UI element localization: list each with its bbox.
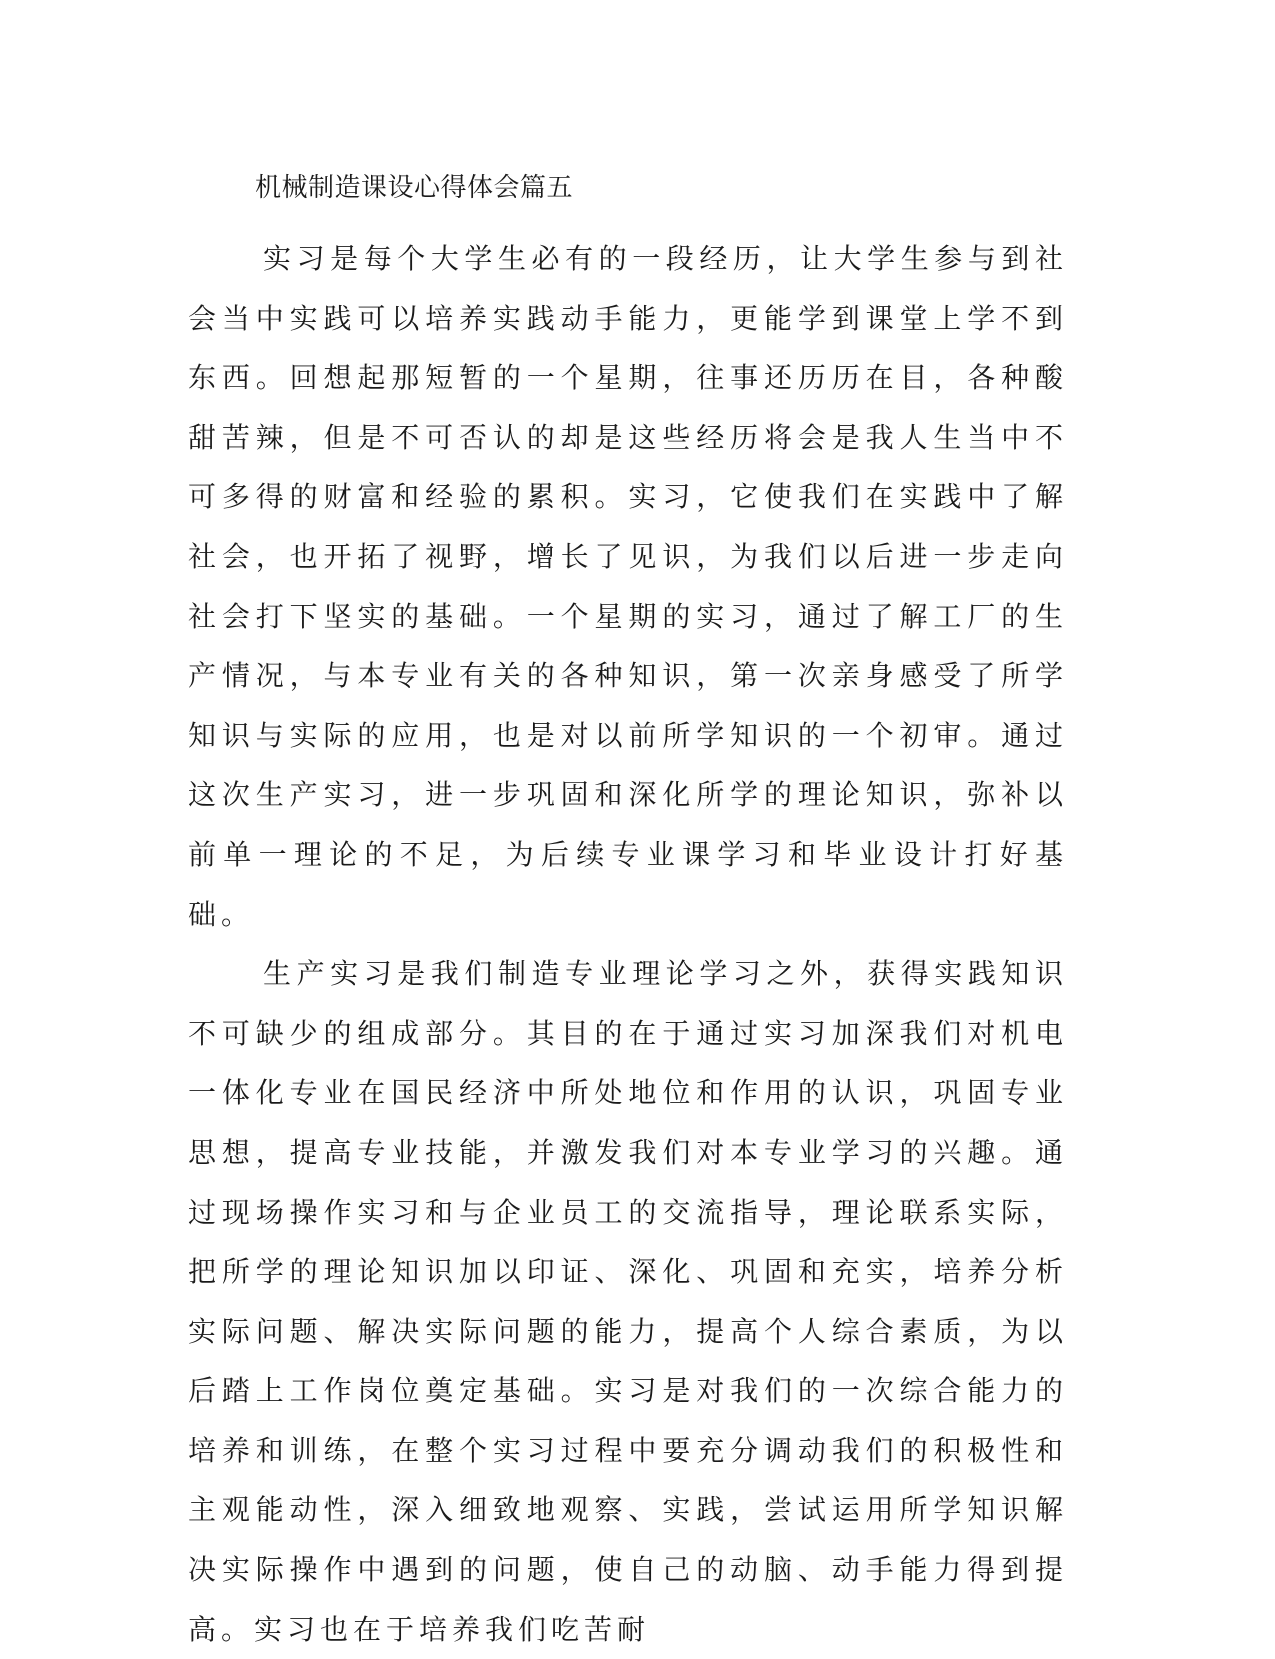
paragraph-2: 生产实习是我们制造专业理论学习之外，获得实践知识不可缺少的组成部分。其目的在于通过实习加深我们对机电一体化专业在国民经济中所处地位和作用的认识，巩固专业思想，提高专业技能，并激发我们对本专业学习的兴趣。通过现场操作实习和与企业员工的交流指导，理论联系实际，把所学的理论知识加以印证、深化、巩固和充实，培养分析实际问题、解决实际问题的能力，提高个人综合素质，为以后踏上工作岗位奠定基础。实习是对我们的一次综合能力的培养和训练，在整个实习过程中要充分调动我们的积极性和主观能动性，深入细致地观察、实践，尝试运用所学知识解决实际操作中遇到的问题，使自己的动脑、动手能力得到提高。实习也在于培养我们吃苦耐	[188, 957, 1068, 1646]
document-body	[188, 229, 1068, 1659]
document-title: 机械制造课设心得体会篇五	[255, 173, 574, 203]
paragraph-1: 实习是每个大学生必有的一段经历，让大学生参与到社会当中实践可以培养实践动手能力，更能学到课堂上学不到东西。回想起那短暂的一个星期，往事还历历在目，各种酸甜苦辣，但是不可否认的却是这些经历将会是我人生当中不可多得的财富和经验的累积。实习，它使我们在实践中了解社会，也开拓了视野，增长了见识，为我们以后进一步走向社会打下坚实的基础。一个星期的实习，通过了解工厂的生产情况，与本专业有关的各种知识，第一次亲身感受了所学知识与实际的应用，也是对以前所学知识的一个初审。通过这次生产实习，进一步巩固和深化所学的理论知识，弥补以前单一理论的不足，为后续专业课学习和毕业设计打好基础。	[188, 242, 1068, 931]
